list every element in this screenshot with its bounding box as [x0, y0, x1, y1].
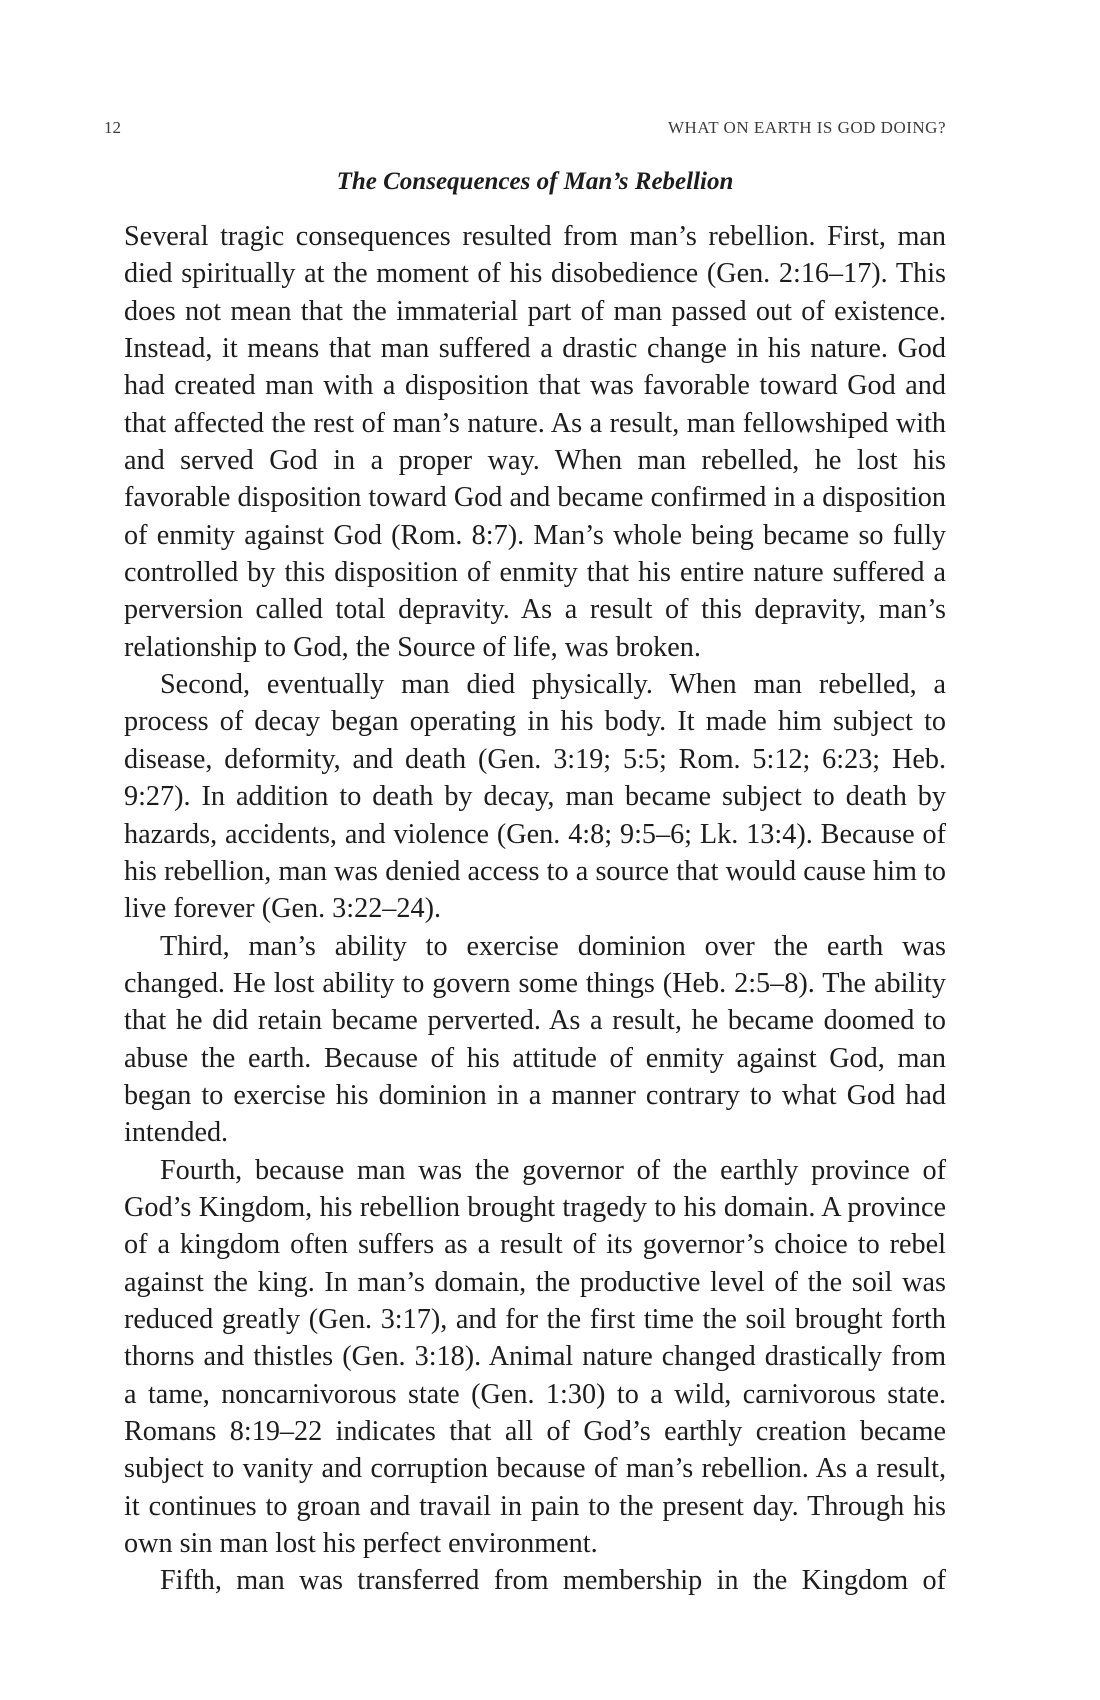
running-head-title: WHAT ON EARTH IS GOD DOING?: [668, 118, 946, 137]
paragraph-5: Fifth, man was transferred from membership in the Kingdom of: [160, 1565, 946, 1597]
running-head: [104, 118, 946, 138]
section-heading: The Consequences of Man’s Rebellion: [336, 168, 734, 195]
page-number: 12: [104, 118, 121, 137]
paragraph-4: Fourth, because man was the governor of the earthly province of God’s Kingdom, his rebellion brought tragedy to his domain. A province of a kingdom often suffers as a result of its governor’s choice to rebel against the king. In man’s domain, the productive level of the soil was reduced greatly (Gen. 3:17), and for the first time the soil brought forth thorns and thistles (Gen. 3:18). Animal nature changed drastically from a tame, noncarnivorous state (Gen. 1:30) to a wild, carnivorous state. Romans 8:19–22 indicates that all of God’s earthly creation became subject to vanity and corruption because of man’s rebellion. As a result, it continues to groan and travail in pain to the present day. Through his own sin man lost his perfect environment.: [124, 1154, 946, 1560]
body-text: [124, 218, 946, 1600]
paragraph-1: Several tragic consequences resulted from man’s rebellion. First, man died spiritually at the moment of his disobedience (Gen. 2:16–17). This does not mean that the immaterial part of man passed out of existence. Instead, it means that man suffered a drastic change in his nature. God had created man with a disposition that was favorable toward God and that affected the rest of man’s nature. As a result, man fellowshiped with and served God in a proper way. When man rebelled, he lost his favorable disposition toward God and became confirmed in a disposition of enmity against God (Rom. 8:7). Man’s whole being became so fully controlled by this disposition of enmity that his entire nature suffered a perversion called total depravity. As a result of this depravity, man’s relationship to God, the Source of life, was broken.: [124, 221, 946, 663]
paragraph-2: Second, eventually man died physically. When man rebelled, a process of decay began operating in his body. It made him subject to disease, deformity, and death (Gen. 3:19; 5:5; Rom. 5:12; 6:23; Heb. 9:27). In addition to death by decay, man became subject to death by hazards, accidents, and violence (Gen. 4:8; 9:5–6; Lk. 13:4). Because of his rebellion, man was denied access to a source that would cause him to live forever (Gen. 3:22–24).: [124, 669, 946, 925]
paragraph-3: Third, man’s ability to exercise dominion over the earth was changed. He lost ability to govern some things (Heb. 2:5–8). The ability that he did retain became perverted. As a result, he became doomed to abuse the earth. Because of his attitude of enmity against God, man began to exercise his dominion in a manner contrary to what God had intended.: [124, 930, 946, 1149]
